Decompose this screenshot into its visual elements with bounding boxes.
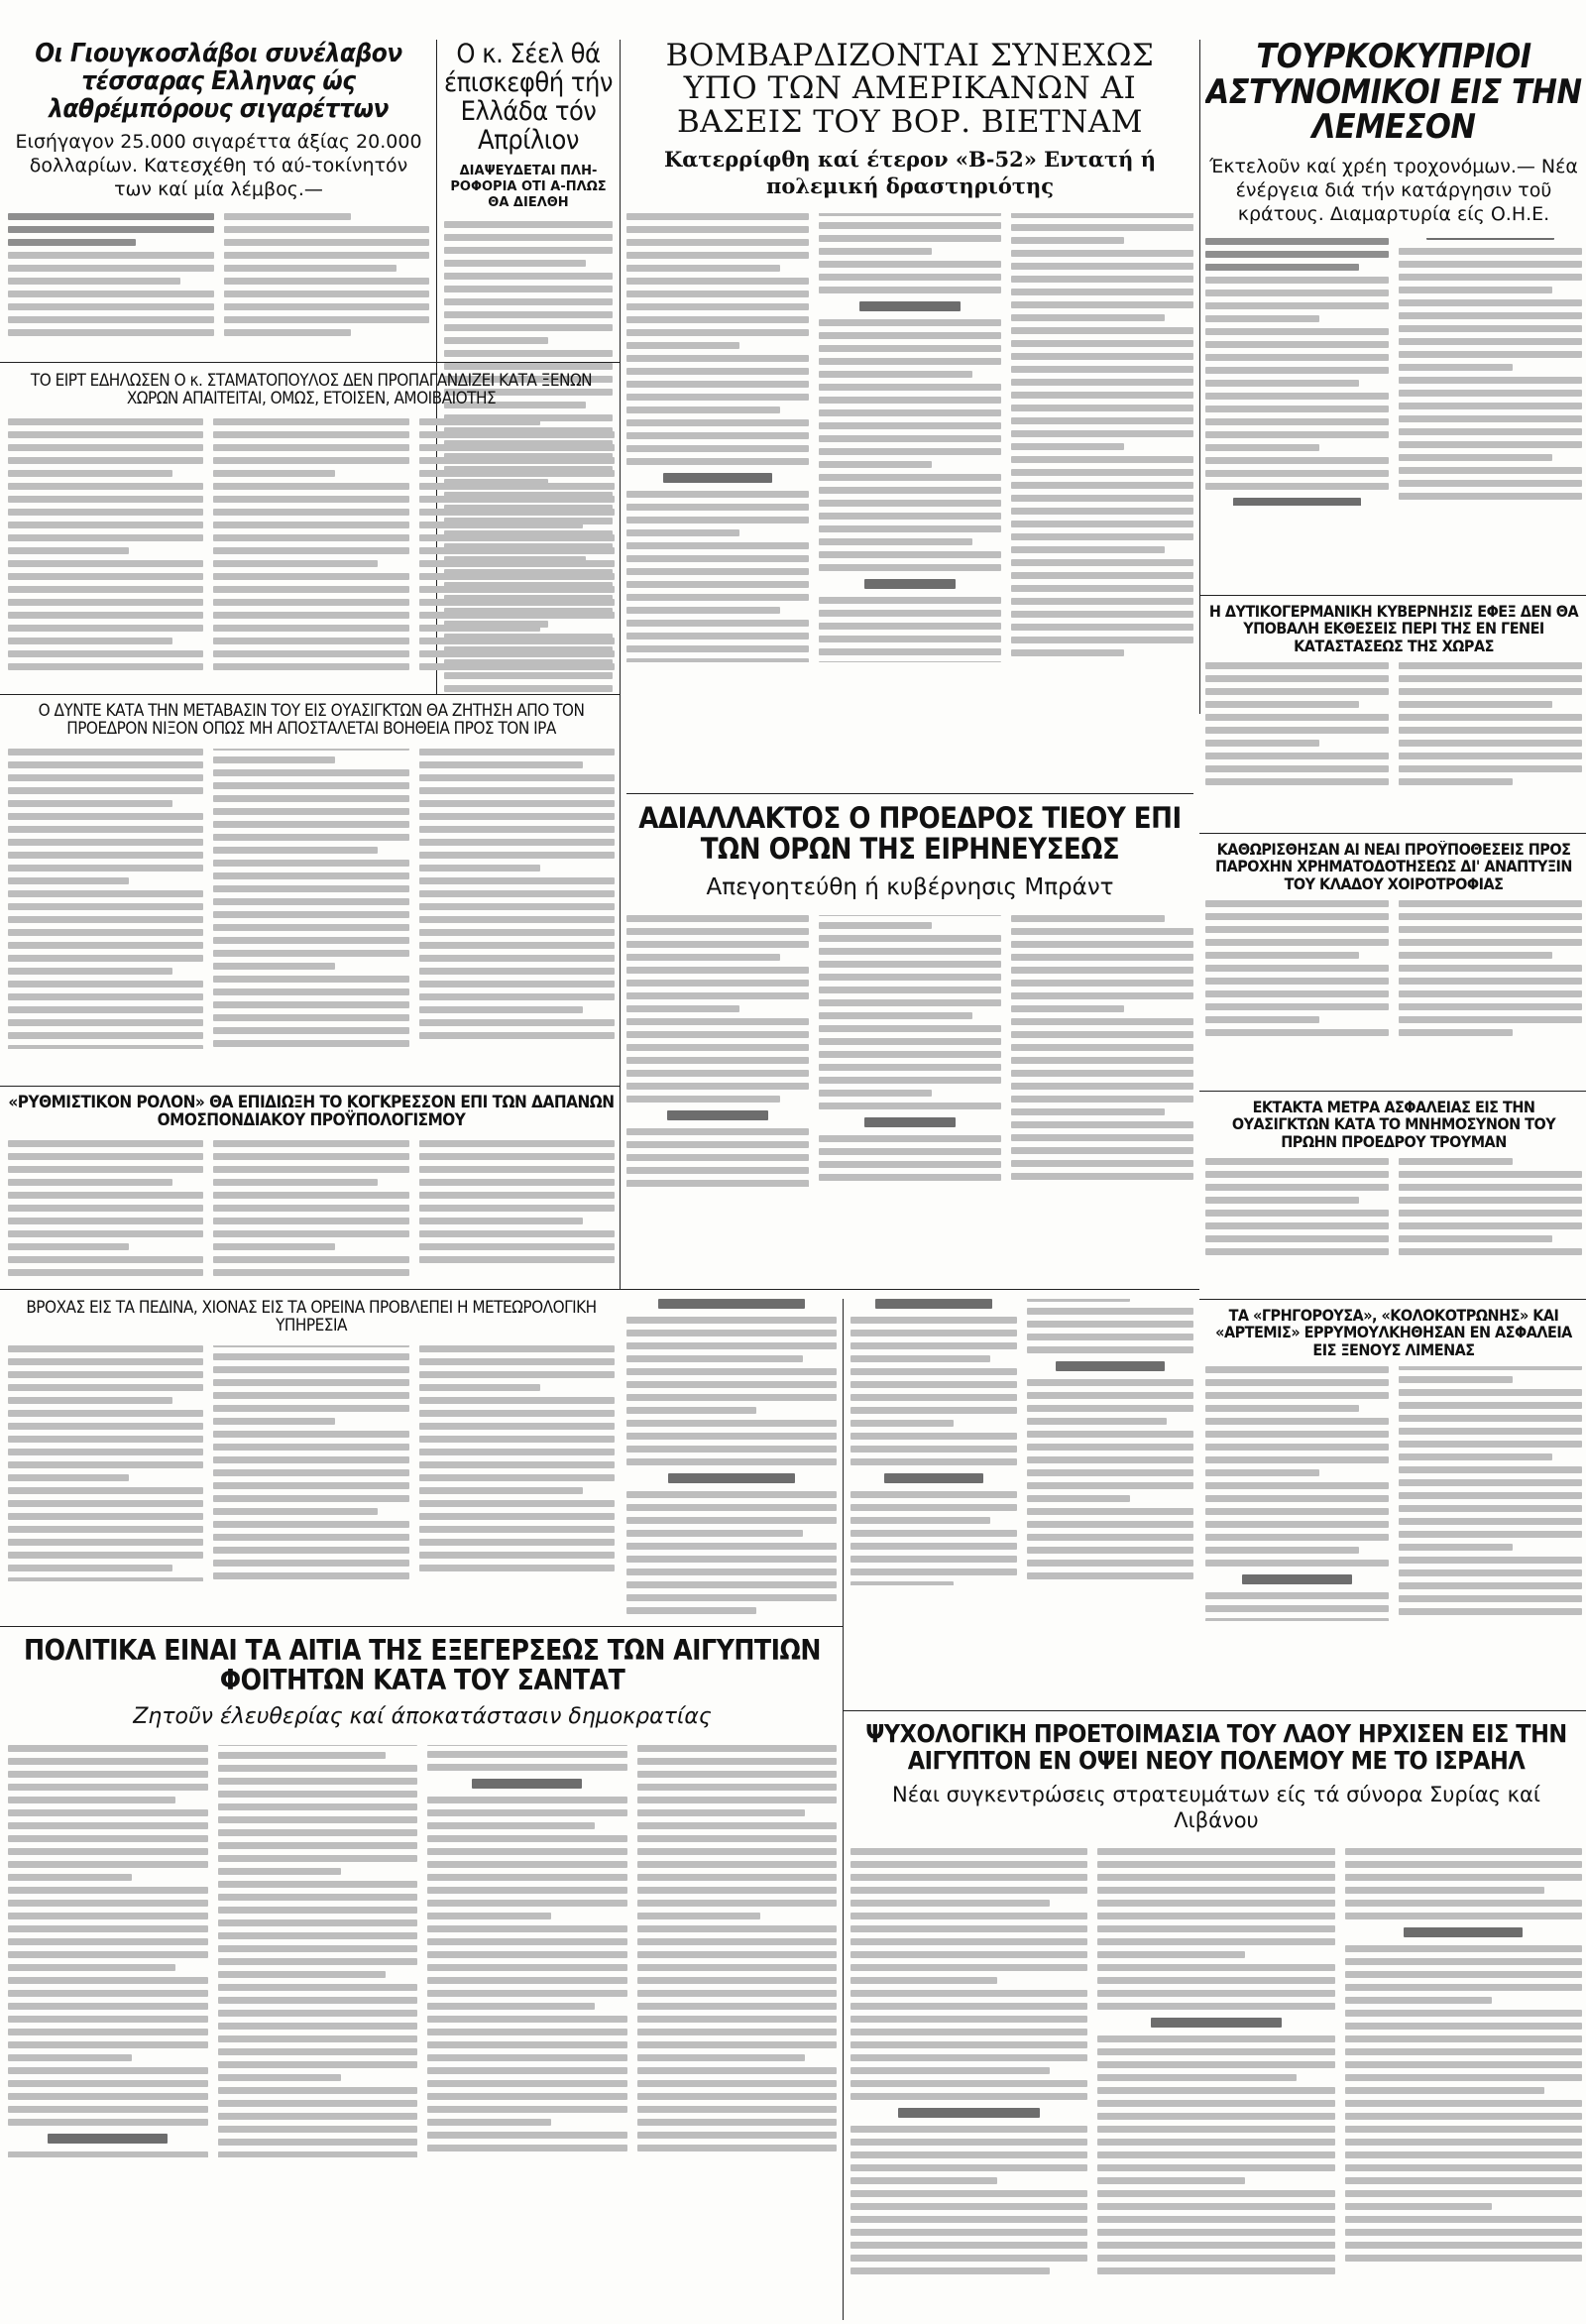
article-middle-briefs	[850, 1299, 1193, 1700]
article-body	[1205, 662, 1582, 791]
article-body	[626, 213, 1193, 848]
headline: ΤΟ ΕΙΡΤ ΕΔΗΛΩΣΕΝ Ο κ. ΣΤΑΜΑΤΟΠΟΥΛΟΣ ΔΕΝ ΠΡΟΠΑΓΑΝΔΙΖΕΙ ΚΑΤΑ ΞΕΝΩΝ ΧΩΡΩΝ ΑΠΑΙΤΕΙΤΑΙ, ΟΜΩΣ, ΕΤΟΙΣΕΝ, ΑΜΟΙΒΑΙΟΤΗΣ	[30, 372, 593, 409]
article-regulating-role	[8, 1094, 615, 1284]
article-body	[8, 1140, 615, 1278]
lede: Έκτελοῦν καί χρέη τροχονόμων.— Νέα ένέργεια διά τήν κατάργησιν τοῦ κράτους. Διαμαρτυρία είς Ο.Η.Ε.	[1209, 156, 1578, 225]
article-body	[1205, 900, 1582, 1042]
subhead: Νέαι συγκεντρώσεις στρατευμάτων είς τά σύνορα Συρίας καί Λιβάνου	[892, 1783, 1540, 1833]
article-body	[1205, 238, 1582, 506]
article-egypt-war	[850, 1720, 1582, 2320]
headline: ΑΔΙΑΛΛΑΚΤΟΣ Ο ΠΡΟΕΔΡΟΣ ΤΙΕΟΥ ΕΠΙ ΤΩΝ ΟΡΩΝ ΤΗΣ ΕΙΡΗΝΕΥΣΕΩΣ	[638, 801, 1182, 867]
column-rule	[1199, 40, 1200, 714]
article-turkish-cypriots	[1205, 40, 1582, 590]
article-danish-minister	[8, 702, 615, 1079]
article-body	[8, 213, 429, 342]
article-bombing	[626, 40, 1193, 1289]
headline: «ΡΥΘΜΙΣΤΙΚΟΝ ΡΟΛΟΝ» ΘΑ ΕΠΙΔΙΩΞΗ ΤΟ ΚΟΓΚΡΕΣΣΟΝ ΕΠΙ ΤΩΝ ΔΑΠΑΝΩΝ ΟΜΟΣΠΟΝΔΙΑΚΟΥ ΠΡΟΫΠΟΛΟΓΙΣΜΟΥ	[8, 1094, 615, 1131]
subhead: Κατερρίφθη καί έτερον «Β-52» Εντατή ή πολεμική δραστηριότης	[664, 147, 1156, 198]
headline: Ο ΔΥΝΤΕ ΚΑΤΑ ΤΗΝ ΜΕΤΑΒΑΣΙΝ ΤΟΥ ΕΙΣ ΟΥΑΣΙΓΚΤΩΝ ΘΑ ΖΗΤΗΣΗ ΑΠΟ ΤΟΝ ΠΡΟΕΔΡΟΝ ΝΙΞΟΝ ΟΠΩΣ ΜΗ ΑΠΟΣΤΑΛΕΤΑΙ ΒΟΗΘΕΙΑ ΠΡΟΣ ΤΟΝ ΙΡΑ	[38, 702, 585, 740]
subhead: Απεγοητεύθη ή κυβέρνησις Μπράντ	[706, 873, 1114, 900]
article-egypt-students	[8, 1636, 837, 2320]
article-side-briefs	[626, 1299, 837, 1616]
article-body	[8, 749, 615, 1049]
article-thieu	[626, 803, 1193, 1289]
article-yugoslavs	[8, 40, 429, 357]
article-body	[8, 1745, 837, 2320]
section-rule	[0, 1626, 843, 1627]
headline: ΨΥΧΟΛΟΓΙΚΗ ΠΡΟΕΤΟΙΜΑΣΙΑ ΤΟΥ ΛΑΟΥ ΗΡΧΙΣΕΝ ΕΙΣ ΤΗΝ ΑΙΓΥΠΤΟΝ ΕΝ ΟΨΕΙ ΝΕΟΥ ΠΟΛΕΜΟΥ ΜΕ ΤΟ ΙΣΡΑΗΛ	[865, 1720, 1567, 1775]
article-eirt	[8, 372, 615, 689]
column-rule	[620, 40, 621, 1289]
article-west-german	[1205, 603, 1582, 826]
section-rule	[1199, 1299, 1586, 1300]
article-body	[1205, 1366, 1582, 1621]
section-rule	[0, 1086, 620, 1087]
headline: ΒΡΟΧΑΣ ΕΙΣ ΤΑ ΠΕΔΙΝΑ, ΧΙΟΝΑΣ ΕΙΣ ΤΑ ΟΡΕΙΝΑ ΠΡΟΒΛΕΠΕΙ Η ΜΕΤΕΩΡΟΛΟΓΙΚΗ ΥΠΗΡΕΣΙΑ	[26, 1299, 597, 1336]
subhead: Ζητοῦν έλευθερίας καί άποκατάστασιν δημοκρατίας	[133, 1704, 712, 1730]
lede: Εισήγαγον 25.000 σιγαρέττα άξίας 20.000 δολλαρίων. Κατεσχέθη τό αύ-τοκίνητόν των καί μία λέμβος.—	[15, 131, 422, 200]
headline: ΚΑΘΩΡΙΣΘΗΣΑΝ ΑΙ ΝΕΑΙ ΠΡΟΫΠΟΘΕΣΕΙΣ ΠΡΟΣ ΠΑΡΟΧΗΝ ΧΡΗΜΑΤΟΔΟΤΗΣΕΩΣ ΔΙ' ΑΝΑΠΤΥΞΙΝ ΤΟΥ ΚΛΑΔΟΥ ΧΟΙΡΟΤΡΟΦΙΑΣ	[1215, 841, 1572, 893]
article-body	[8, 418, 615, 676]
section-rule	[0, 694, 620, 695]
article-body	[1205, 1158, 1582, 1261]
headline: Οι Γιουγκοσλάβοι συνέλαβον τέσσαρας Ελληνας ώς λαθρέμπόρους σιγαρέττων	[35, 40, 402, 125]
section-rule	[843, 1710, 1586, 1711]
column-rule	[843, 1299, 844, 2320]
article-truman-memorial	[1205, 1099, 1582, 1292]
headline: Η ΔΥΤΙΚΟΓΕΡΜΑΝΙΚΗ ΚΥΒΕΡΝΗΣΙΣ ΕΦΕΞ ΔΕΝ ΘΑ ΥΠΟΒΑΛΗ ΕΚΘΕΣΕΙΣ ΠΕΡΙ ΤΗΣ ΕΝ ΓΕΝΕΙ ΚΑΤΑΣΤΑΣΕΩΣ ΤΗΣ ΧΩΡΑΣ	[1208, 603, 1579, 655]
headline: ΤΑ «ΓΡΗΓΟΡΟΥΣΑ», «ΚΟΛΟΚΟΤΡΩΝΗΣ» ΚΑΙ «ΑΡΤΕΜΙΣ» ΕΡΡΥΜΟΥΛΚΗΘΗΣΑΝ ΕΝ ΑΣΦΑΛΕΙΑ ΕΙΣ ΞΕΝΟΥΣ ΛΙΜΕΝΑΣ	[1215, 1307, 1572, 1359]
section-rule	[1199, 1091, 1586, 1092]
headline: ΒΟΜΒΑΡΔΙΖΟΝΤΑΙ ΣΥΝΕΧΩΣ ΥΠΟ ΤΩΝ ΑΜΕΡΙΚΑΝΩΝ ΑΙ ΒΑΣΕΙΣ ΤΟΥ ΒΟΡ. ΒΙΕΤΝΑΜ	[665, 40, 1155, 140]
headline: ΠΟΛΙΤΙΚΑ ΕΙΝΑΙ ΤΑ ΑΙΤΙΑ ΤΗΣ ΕΞΕΓΕΡΣΕΩΣ ΤΩΝ ΑΙΓΥΠΤΙΩΝ ΦΟΙΤΗΤΩΝ ΚΑΤΑ ΤΟΥ ΣΑΝΤΑΤ	[24, 1636, 821, 1697]
section-rule	[626, 793, 1193, 794]
article-weather	[8, 1299, 615, 1621]
article-body	[8, 1345, 615, 1581]
article-pig-farming	[1205, 841, 1582, 1084]
article-body	[850, 1848, 1582, 2304]
section-rule	[1199, 833, 1586, 834]
article-body	[626, 915, 1193, 1289]
subhead: ΔΙΑΨΕΥΔΕΤΑΙ ΠΛΗ-ΡΟΦΟΡΙΑ ΟΤΙ Α-ΠΛΩΣ ΘΑ ΔΙΕΛΘΗ	[450, 163, 607, 211]
headline: Ο κ. Σέελ θά έπισκεφθή τήν Ελλάδα τόν Απρίλιον	[444, 40, 613, 157]
headline: ΕΚΤΑΚΤΑ ΜΕΤΡΑ ΑΣΦΑΛΕΙΑΣ ΕΙΣ ΤΗΝ ΟΥΑΣΙΓΚΤΩΝ ΚΑΤΑ ΤΟ ΜΝΗΜΟΣΥΝΟΝ ΤΟΥ ΠΡΩΗΝ ΠΡΟΕΔΡΟΥ ΤΡΟΥΜΑΝ	[1231, 1099, 1556, 1151]
section-rule	[0, 1289, 1199, 1290]
article-ships	[1205, 1307, 1582, 1698]
headline: ΤΟΥΡΚΟΚΥΠΡΙΟΙ ΑΣΤΥΝΟΜΙΚΟΙ ΕΙΣ ΤΗΝ ΛΕΜΕΣΟΝ	[1205, 40, 1582, 148]
section-rule	[1199, 595, 1586, 596]
